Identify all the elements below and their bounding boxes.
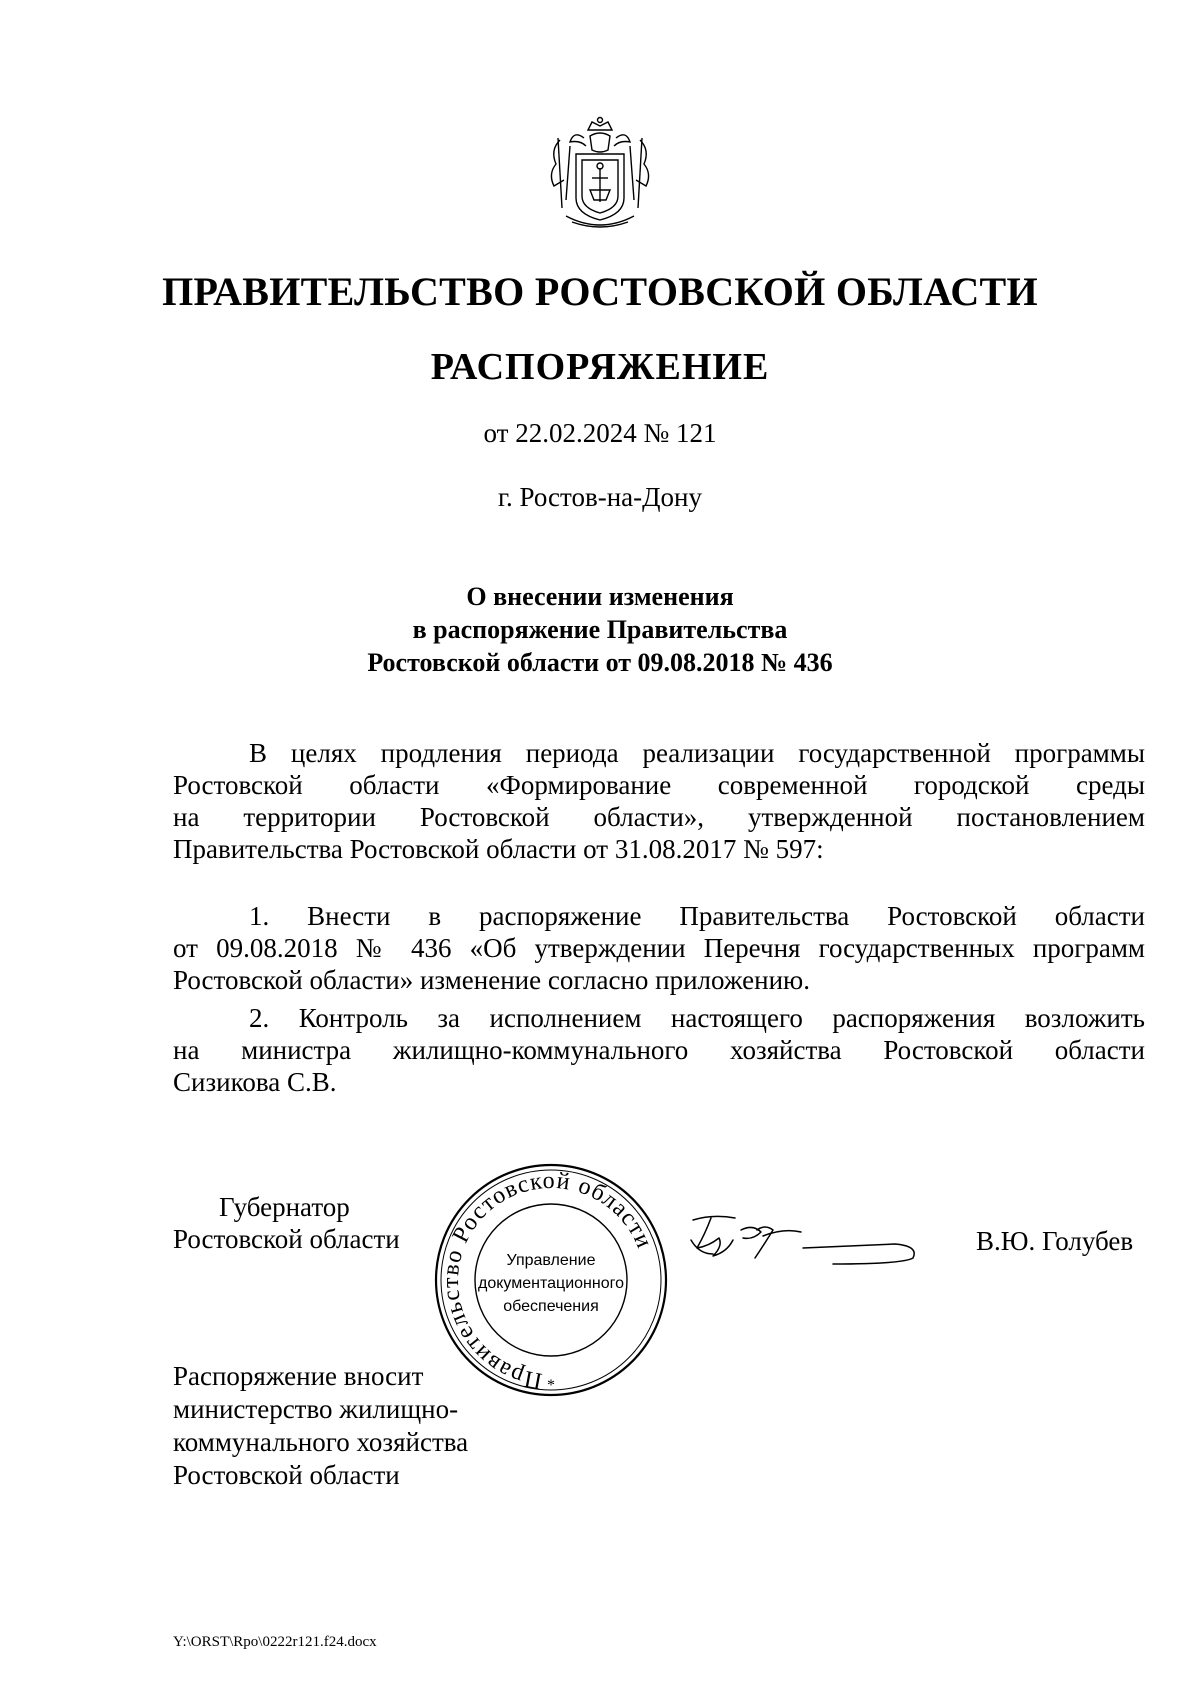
- body-line: Правительства Ростовской области от 31.08.2017 № 597:: [173, 834, 824, 864]
- body-line: Ростовской области «Формирование современной городской среды: [173, 770, 1145, 800]
- signatory-position-line: Ростовской области: [173, 1224, 400, 1254]
- document-date-number: от 22.02.2024 № 121: [483, 418, 717, 448]
- document-type: РАСПОРЯЖЕНИЕ: [430, 346, 770, 388]
- seal-center-line: документационного: [478, 1275, 624, 1292]
- submitter-line: Ростовской области: [173, 1460, 400, 1490]
- subject-line: О внесении изменения: [466, 582, 734, 611]
- body-line: на министра жилищно-коммунального хозяйства Ростовской области: [173, 1035, 1145, 1065]
- body-line: Ростовской области» изменение согласно приложению.: [173, 965, 810, 995]
- organization-title: ПРАВИТЕЛЬСТВО РОСТОВСКОЙ ОБЛАСТИ: [162, 269, 1038, 314]
- seal-center-line: обеспечения: [503, 1298, 599, 1315]
- intro-paragraph: [173, 737, 1145, 865]
- submitter-line: Распоряжение вносит: [173, 1361, 424, 1391]
- coat-of-arms-icon: [544, 116, 656, 234]
- body-line: на территории Ростовской области», утвержденной постановлением: [173, 802, 1145, 832]
- file-path: Y:\ORST\Rpo\0222r121.f24.docx: [173, 1634, 377, 1650]
- signatory-position: [173, 1191, 400, 1255]
- document-subject: [0, 580, 1200, 679]
- handwritten-signature-icon: [683, 1210, 933, 1276]
- item-2-paragraph: [173, 1002, 1145, 1098]
- body-line: 1. Внести в распоряжение Правительства Ростовской области: [249, 901, 1145, 931]
- subject-line: Ростовской области от 09.08.2018 № 436: [367, 648, 833, 677]
- body-line: Сизикова С.В.: [173, 1067, 337, 1097]
- submitter-line: коммунального хозяйства: [173, 1427, 469, 1457]
- signatory-name: В.Ю. Голубев: [976, 1226, 1134, 1256]
- submitter-line: министерство жилищно-: [173, 1394, 459, 1424]
- document-city: г. Ростов-на-Дону: [497, 482, 702, 512]
- item-1-paragraph: [173, 900, 1145, 996]
- seal-center-line: Управление: [506, 1252, 596, 1269]
- body-line: 2. Контроль за исполнением настоящего распоряжения возложить: [249, 1003, 1145, 1033]
- body-line: от 09.08.2018 № 436 «Об утверждении Перечня государственных программ: [173, 933, 1145, 963]
- seal-ring-text: Правительство Ростовской области: [437, 1167, 658, 1394]
- submitter-note: [173, 1360, 468, 1492]
- svg-text:*: *: [547, 1377, 555, 1394]
- subject-line: в распоряжение Правительства: [412, 615, 788, 644]
- signatory-position-line: Губернатор: [219, 1192, 350, 1222]
- body-line: В целях продления периода реализации государственной программы: [249, 738, 1145, 768]
